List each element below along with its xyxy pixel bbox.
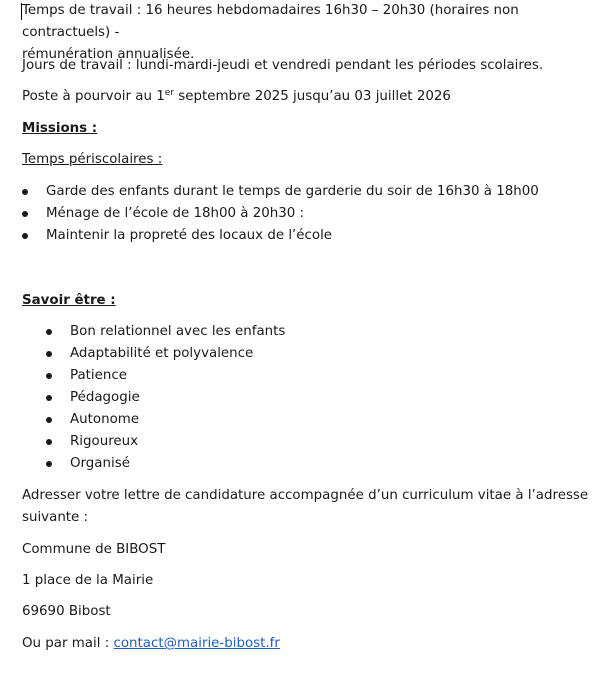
list-item: [22, 225, 600, 247]
savoir-item-1: Bon relationnel avec les enfants: [70, 324, 286, 339]
list-item: [22, 203, 600, 225]
email-link[interactable]: contact@mairie-bibost.fr: [113, 636, 280, 651]
mission-item-2: Ménage de l’école de 18h00 à 20h30 :: [46, 206, 305, 221]
bullet-icon: [22, 233, 28, 239]
days-paragraph: Jours de travail : lundi-mardi-jeudi et vendredi pendant les périodes scolaires.: [22, 58, 544, 73]
savoir-item-7: Organisé: [70, 456, 130, 471]
savoir-list: [22, 321, 600, 475]
mail-paragraph: [22, 633, 280, 655]
contact-street: 1 place de la Mairie: [22, 573, 154, 588]
bullet-icon: [46, 417, 52, 423]
mission-item-1: Garde des enfants durant le temps de garderie du soir de 16h30 à 18h00: [46, 184, 539, 199]
list-item: [22, 431, 600, 453]
savoir-item-5: Autonome: [70, 412, 140, 427]
list-item: [22, 453, 600, 475]
bullet-icon: [46, 329, 52, 335]
list-item: [22, 343, 600, 365]
savoir-item-3: Patience: [70, 368, 127, 383]
list-item: [22, 365, 600, 387]
periscolaire-subheading: Temps périscolaires :: [22, 152, 163, 167]
savoir-heading: Savoir être :: [22, 293, 116, 308]
contact-city: 69690 Bibost: [22, 604, 111, 619]
post-prefix: Poste à pourvoir au 1: [22, 89, 165, 104]
bullet-icon: [22, 211, 28, 217]
contact-line-2: suivante :: [22, 510, 89, 525]
contact-paragraph: [22, 485, 588, 529]
contact-line-1: Adresser votre lettre de candidature accompagnée d’un curriculum vitae à l’adresse: [22, 488, 589, 503]
bullet-icon: [46, 395, 52, 401]
bullet-icon: [46, 439, 52, 445]
missions-heading: Missions :: [22, 121, 98, 136]
hours-line-1: Temps de travail : 16 heures hebdomadaires 16h30 – 20h30 (horaires non contractuels) -: [22, 3, 519, 40]
list-item: [22, 181, 600, 203]
post-superscript: er: [164, 88, 174, 98]
list-item: [22, 409, 600, 431]
missions-list: [22, 181, 600, 247]
contact-name: Commune de BIBOST: [22, 542, 166, 557]
bullet-icon: [46, 461, 52, 467]
post-paragraph: [22, 86, 451, 108]
savoir-item-2: Adaptabilité et polyvalence: [70, 346, 254, 361]
bullet-icon: [22, 189, 28, 195]
bullet-icon: [46, 351, 52, 357]
savoir-item-4: Pédagogie: [70, 390, 140, 405]
hours-line-2: rémunération annualisée.: [22, 47, 195, 62]
list-item: [22, 387, 600, 409]
mission-item-3: Maintenir la propreté des locaux de l’école: [46, 228, 333, 243]
savoir-item-6: Rigoureux: [70, 434, 139, 449]
bullet-icon: [46, 373, 52, 379]
list-item: [22, 321, 600, 343]
mail-prefix: Ou par mail :: [22, 636, 114, 651]
post-suffix: septembre 2025 jusqu’au 03 juillet 2026: [173, 89, 451, 104]
